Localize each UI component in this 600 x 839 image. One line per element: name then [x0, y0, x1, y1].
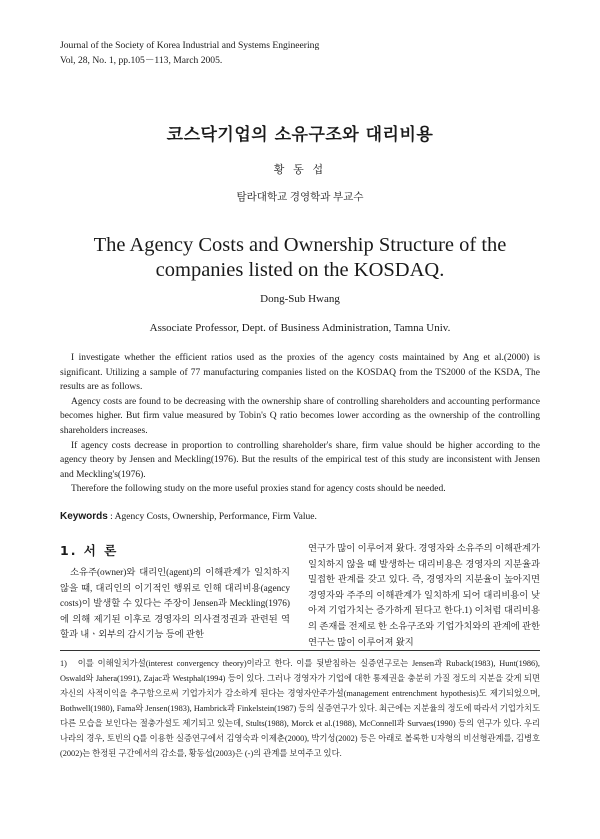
journal-header	[60, 38, 319, 68]
footnote-divider	[60, 650, 540, 651]
author-english: Dong-Sub Hwang	[260, 293, 340, 305]
abstract-paragraph: Therefore the following study on the more useful proxies stand for agency costs should be needed.	[71, 484, 446, 495]
footnote	[60, 656, 540, 761]
abstract-paragraph: If agency costs decrease in proportion to controlling shareholder's share, firm value should be higher according to the agency theory by Jensen and Meckling(1976). But the results of the empirical test of this study are inconsistent with Jensen and Meckling's(1976).	[60, 440, 540, 480]
section-heading: 1. 서 론	[60, 543, 119, 558]
title-english: The Agency Costs and Ownership Structure of the companies listed on the KOSDAQ.	[93, 234, 507, 281]
keywords	[60, 511, 317, 522]
title-korean: 코스닥기업의 소유구조와 대리비용	[166, 125, 434, 145]
affiliation-korean: 탐라대학교 경영학과 부교수	[236, 192, 364, 203]
journal-volume: Vol, 28, No. 1, pp.105－113, March 2005.	[60, 55, 223, 66]
body-paragraph: 소유주(owner)와 대리인(agent)의 이해관계가 일치하지 않을 때, 대리인의 이기적인 행위로 인해 대리비용(agency costs)이 발생할 수 있다는 주장이 Jensen과 Meckling(1976)에 의해 제기된 이후로 경영자의 의사결정권과 관련된 역할과 내ㆍ외부의 감시기능 등에 관한	[60, 568, 290, 641]
footnote-text: 이를 이해일치가설(interest convergency theory)이라고 한다. 이를 뒷받침하는 실증연구로는 Jensen과 Ruback(1983), Hunt(1986), Oswald와 Jahera(1991), Zajac과 Westphal(1994) 등이 있다. 그러나 경영자가 기업에 대한 통제권을 충분히 가질 정도의 지분을 갖게 되면 자신의 사적이익을 추구함으로써 기업가치가 감소하게 된다는 경영자안주가설(management entrenchment hypothesis)도 제기되었으며, Bothwell(1980), Fama와 Jensen(1983), Hambrick과 Finkelstein(1987) 등의 실증연구가 있다. 최근에는 지분율의 정도에 따라서 기업가치도 다른 모습을 보인다는 절충가설도 제기되고 있는데, Stults(1988), Morck et al.(1988), McConnell과 Survaes(1990) 등의 연구가 있다. 우리나라의 경우, 토빈의 Q를 이용한 실증연구에서 김영숙과 이제춘(2000), 박기성(2002) 등은 아래로 볼록한 U자형의 비선형관계를, 김병호(2002)는 한정된 구간에서의 감소를, 황동섭(2003)은 (-)의 관계를 보여주고 있다.	[60, 659, 540, 758]
abstract-paragraph: Agency costs are found to be decreasing with the ownership share of controlling shareholders and accounting performance becomes higher. But firm value measured by Tobin's Q ratio becomes lower according as the ownership of the controlling shareholders increases.	[60, 396, 540, 436]
footnote-marker: 1)	[60, 659, 67, 668]
abstract-paragraph: I investigate whether the efficient ratios used as the proxies of the agency costs maintained by Ang et al.(2000) is significant. Utilizing a sample of 77 manufacturing companies listed on the KOSDAQ from the TS2000 of the KSDA, The results are as follows.	[60, 353, 540, 393]
body-column-right	[308, 542, 540, 651]
keywords-text: : Agency Costs, Ownership, Performance, Firm Value.	[110, 512, 317, 522]
journal-name: Journal of the Society of Korea Industrial and Systems Engineering	[60, 40, 320, 51]
keywords-label: Keywords	[60, 511, 108, 522]
abstract	[60, 351, 540, 497]
body-paragraph: 연구가 많이 이루어져 왔다. 경영자와 소유주의 이해관계가 일치하지 않을 때 발생하는 대리비용은 경영자의 지분율과 밀접한 관계를 갖고 있다. 즉, 경영자의 지분율이 높아지면 경영자와 주주의 이해관계가 일치하게 되어 대리비용이 낮아져 기업가치는 증가하게 된다고 한다.1) 이처럼 대리비용의 존재를 전제로 한 소유구조와 기업가치와의 관계에 관한 연구는 많이 이루어져 왔지	[308, 544, 540, 648]
author-korean: 황 동 섭	[273, 164, 327, 176]
body-column-left	[60, 542, 290, 644]
affiliation-english: Associate Professor, Dept. of Business Administration, Tamna Univ.	[149, 322, 451, 334]
